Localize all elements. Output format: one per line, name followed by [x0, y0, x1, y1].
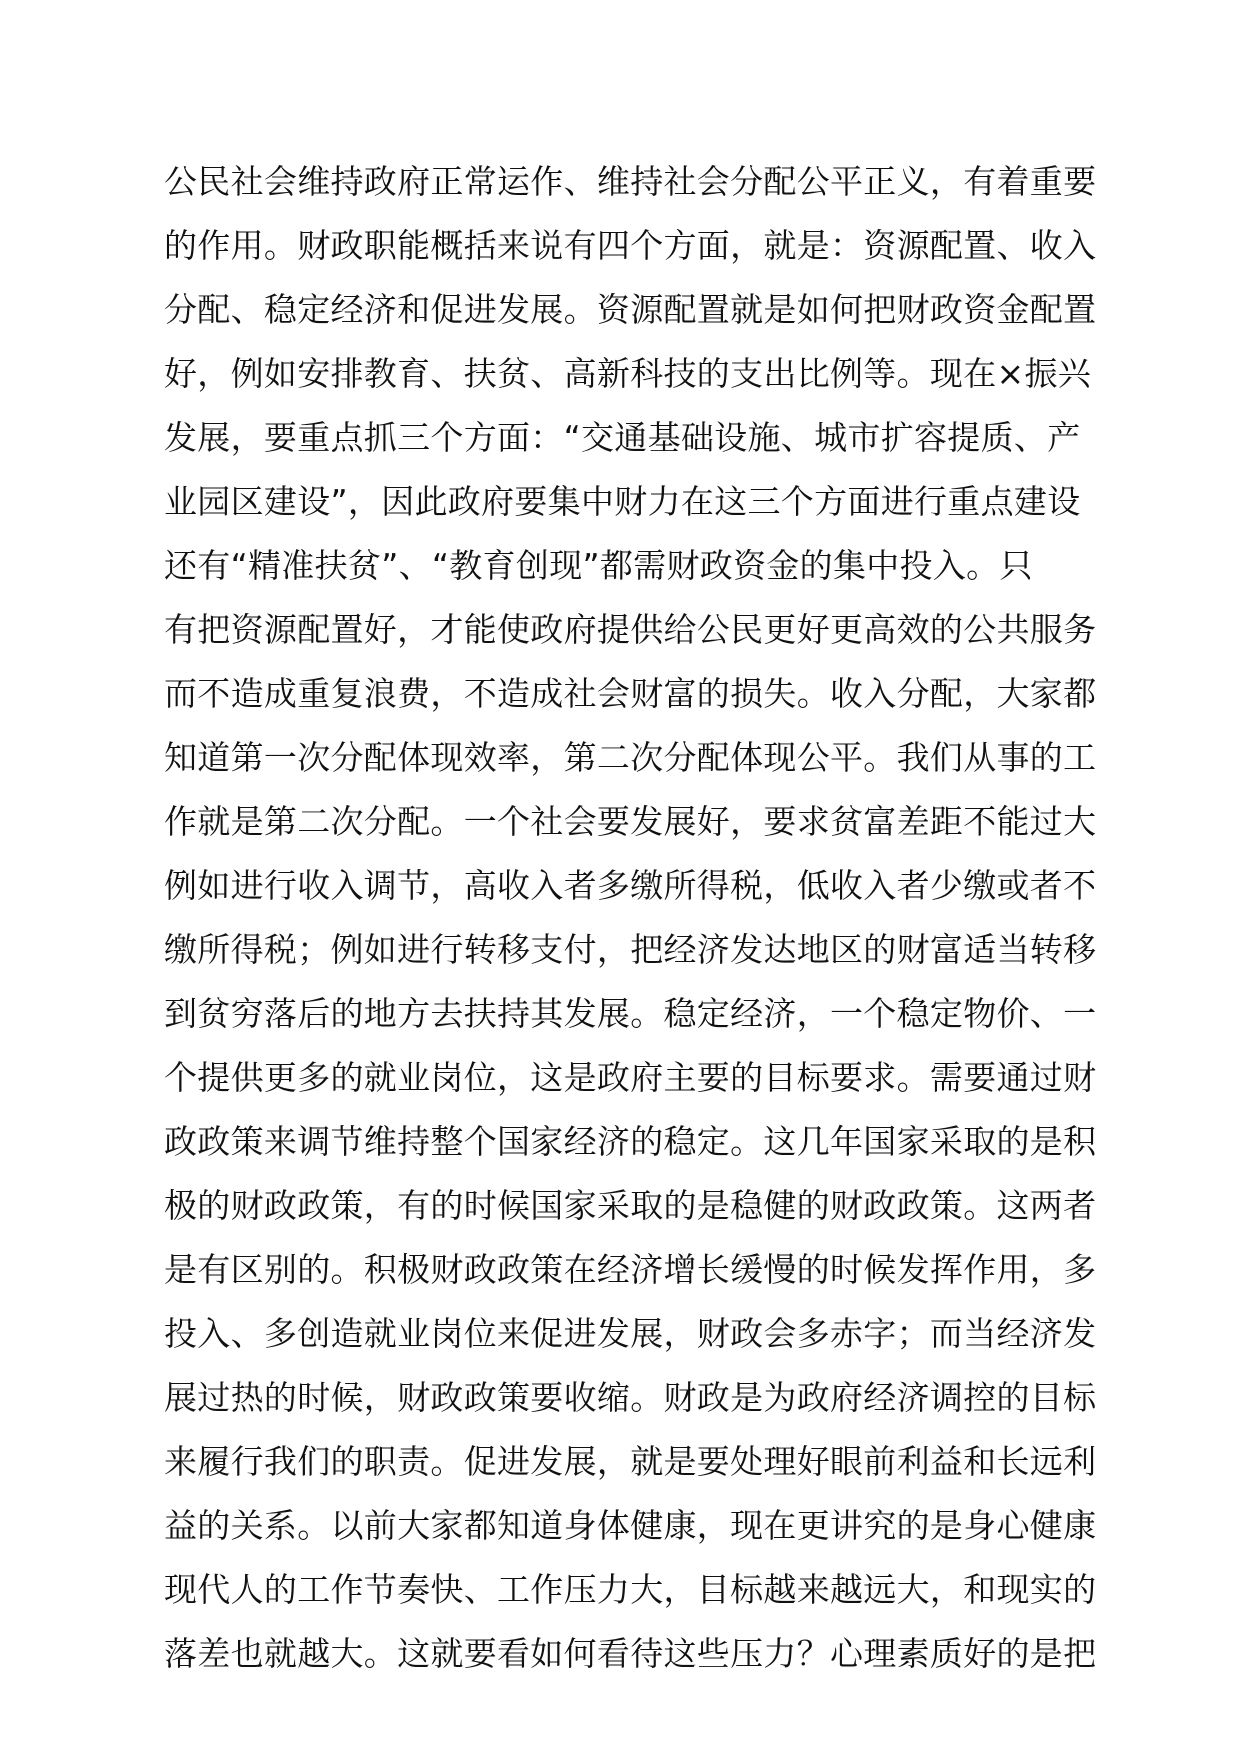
text-line: 到贫穷落后的地方去扶持其发展。稳定经济，一个稳定物价、一 [164, 994, 1097, 1033]
text-line: 分配、稳定经济和促进发展。资源配置就是如何把财政资金配置 [164, 290, 1097, 329]
text-line: 极的财政政策，有的时候国家采取的是稳健的财政政策。这两者 [164, 1186, 1097, 1225]
text-line: 而不造成重复浪费，不造成社会财富的损失。收入分配，大家都 [164, 674, 1097, 713]
text-line: 是有区别的。积极财政政策在经济增长缓慢的时候发挥作用，多 [164, 1250, 1097, 1289]
text-line: 好，例如安排教育、扶贫、高新科技的支出比例等。现在×振兴 [164, 354, 1092, 393]
text-line: 知道第一次分配体现效率，第二次分配体现公平。我们从事的工 [164, 738, 1097, 777]
text-line: 来履行我们的职责。促进发展，就是要处理好眼前利益和长远利 [164, 1442, 1097, 1481]
text-line: 益的关系。以前大家都知道身体健康，现在更讲究的是身心健康 [164, 1506, 1097, 1545]
text-line: 公民社会维持政府正常运作、维持社会分配公平正义，有着重要 [164, 162, 1097, 201]
text-line: 有把资源配置好，才能使政府提供给公民更好更高效的公共服务 [164, 610, 1097, 649]
text-line: 缴所得税；例如进行转移支付，把经济发达地区的财富适当转移 [164, 930, 1097, 969]
text-line: 发展，要重点抓三个方面：“交通基础设施、城市扩容提质、产 [164, 418, 1081, 457]
text-line: 政政策来调节维持整个国家经济的稳定。这几年国家采取的是积 [164, 1122, 1097, 1161]
text-line: 的作用。财政职能概括来说有四个方面，就是：资源配置、收入 [164, 226, 1097, 265]
text-line: 例如进行收入调节，高收入者多缴所得税，低收入者少缴或者不 [164, 866, 1097, 905]
text-line: 现代人的工作节奏快、工作压力大，目标越来越远大，和现实的 [164, 1570, 1097, 1609]
text-line: 落差也就越大。这就要看如何看待这些压力？心理素质好的是把 [164, 1634, 1097, 1673]
text-line: 展过热的时候，财政政策要收缩。财政是为政府经济调控的目标 [164, 1378, 1097, 1417]
text-line: 投入、多创造就业岗位来促进发展，财政会多赤字；而当经济发 [164, 1314, 1097, 1353]
body-text [164, 150, 1124, 1686]
text-line: 个提供更多的就业岗位，这是政府主要的目标要求。需要通过财 [164, 1058, 1097, 1097]
text-line: 业园区建设”，因此政府要集中财力在这三个方面进行重点建设 [164, 482, 1081, 521]
text-line: 作就是第二次分配。一个社会要发展好，要求贫富差距不能过大 [164, 802, 1097, 841]
text-line: 还有“精准扶贫”、“教育创现”都需财政资金的集中投入。只 [164, 546, 1033, 585]
